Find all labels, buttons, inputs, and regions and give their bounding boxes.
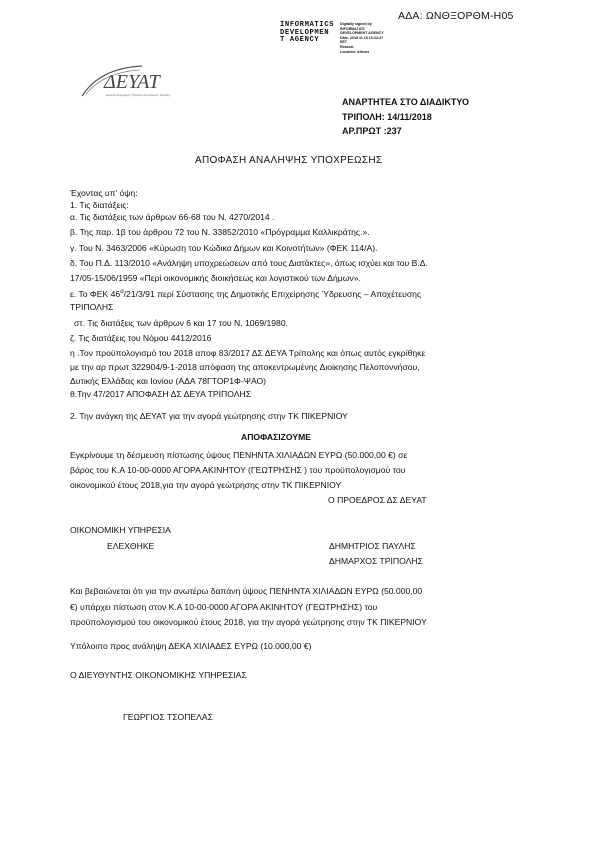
stamp-detail: DEVELOPMENT AGENCY — [340, 31, 384, 36]
logo-subtitle: Δημοτική Επιχείρηση Ύδρευσης Αποχέτευσης Τρίπολης — [106, 94, 171, 97]
consideration-st: στ. Τις διατάξεις των άρθρων 6 και 17 του Ν. 1069/1980. — [74, 318, 288, 328]
stamp-line: INFORMATICS — [280, 21, 335, 29]
certification-line1: Και βεβαιώνεται ότι για την ανωτέρω δαπάνη ύψους ΠΕΝΗΝΤΑ ΧΙΛΙΑΔΩΝ ΕΥΡΩ (50.000,00 — [70, 586, 423, 596]
header-protocol-number: ΑΡ.ΠΡΩΤ :237 — [342, 126, 402, 136]
consideration-e-prefix: ε. Το ΦΕΚ 46 — [70, 289, 121, 299]
signatory-name: ΔΗΜΗΤΡΙΟΣ ΠΑΥΛΗΣ — [329, 541, 416, 551]
decision-heading: ΑΠΟΦΑΣΙΖΟΥΜΕ — [241, 432, 311, 442]
consideration-d-line2: 17/05-15/06/1959 «Περί οικονομικής διοικήσεως και λογιστικού των Δήμων». — [70, 273, 361, 283]
consideration-e-line2: ΤΡΙΠΟΛΗΣ — [70, 302, 114, 312]
stamp-line: T AGENCY — [280, 36, 320, 45]
digital-signature-stamp — [280, 22, 334, 45]
financial-director-name: ΓΕΩΡΓΙΟΣ ΤΣΟΠΕΛΑΣ — [123, 712, 213, 722]
consideration-e-superscript: α — [120, 289, 124, 296]
consideration-th: θ.Την 47/2017 ΑΠΟΦΑΣΗ ΔΣ ΔΕΥΑ ΤΡΙΠΟΛΗΣ — [70, 389, 252, 399]
president-title: Ο ΠΡΟΕΔΡΟΣ ΔΣ ΔΕΥΑΤ — [328, 495, 427, 505]
consideration-b: β. Της παρ. 1β του άρθρου 72 του Ν. 33852/2010 «Πρόγραμμα Καλλικράτης.». — [70, 227, 370, 237]
deyat-logo-graphic — [80, 60, 175, 105]
decision-paragraph-line2: βάρος του Κ.Α 10-00-0000 ΑΓΟΡΑ ΑΚΙΝΗΤΟΥ (ΓΕΩΤΡΗΣΗΣ ) του προϋπολογισμού του — [70, 465, 406, 475]
stamp-detail: EET — [340, 40, 347, 45]
remaining-balance: Υπόλοιπο προς ανάληψη ΔΕΚΑ ΧΙΛΙΑΔΕΣ ΕΥΡΩ (10.000,00 €) — [70, 641, 312, 651]
deyat-logo — [80, 60, 175, 110]
stamp-detail: INFORMATICS — [340, 26, 365, 31]
stamp-detail: Digitally signed by — [340, 22, 372, 26]
certification-line3: προϋπολογισμού του οικονομικού έτους 2018, για την αγορά γεώτρησης στην ΤΚ ΠΙΚΕΡΝΙΟΥ — [70, 617, 427, 627]
stamp-line: DEVELOPMEN — [280, 28, 330, 37]
consideration-z: ζ. Τις διατάξεις του Νόμου 4412/2016 — [70, 333, 212, 343]
financial-director-title: Ο ΔΙΕΥΘΥΝΤΗΣ ΟΙΚΟΝΟΜΙΚΗΣ ΥΠΗΡΕΣΙΑΣ — [70, 670, 247, 680]
consideration-h-line1: η .Τον προϋπολογισμό του 2018 αποφ 83/2017 ΔΣ ΔΕΥΑ Τρίπολης και όπως αυτός εγκρίθηκε — [70, 348, 426, 358]
consideration-item-1: 1. Τις διατάξεις: — [70, 200, 129, 210]
header-publish-online: ΑΝΑΡΤΗΤΕΑ ΣΤΟ ΔΙΑΔΙΚΤΥΟ — [342, 97, 469, 107]
consideration-c: γ. Του Ν. 3463/2006 «Κύρωση του Κώδικα Δήμων και Κοινοτήτων» (ΦΕΚ 114/Α). — [70, 243, 378, 253]
digital-signature-details — [340, 22, 384, 54]
consideration-item-2: 2. Την ανάγκη της ΔΕΥΑΤ για την αγορά γεώτρησης στην ΤΚ ΠΙΚΕΡΝΙΟΥ — [70, 411, 348, 421]
consideration-e-line1 — [70, 289, 421, 300]
document-title: ΑΠΟΦΑΣΗ ΑΝΑΛΗΨΗΣ ΥΠΟΧΡΕΩΣΗΣ — [195, 155, 383, 166]
signatory-role: ΔΗΜΑΡΧΟΣ ΤΡΙΠΟΛΗΣ — [329, 556, 423, 566]
stamp-detail: Reason: — [340, 44, 355, 49]
decision-paragraph-line3: οικονομικού έτους 2018,για την αγορά γεώτρησης στην ΤΚ ΠΙΚΕΡΝΙΟΥ — [70, 480, 342, 490]
header-date: ΤΡΙΠΟΛΗ: 14/11/2018 — [342, 112, 432, 122]
certification-line2: €) υπάρχει πίστωση στον Κ.Α 10-00-0000 ΑΓΟΡΑ ΑΚΙΝΗΤΟΥ (ΓΕΩΤΡΗΣΗΣ) του — [70, 602, 378, 612]
considerations-intro: Έχοντας υπ' όψη: — [70, 188, 138, 198]
consideration-e-text: /21/3/91 περί Σύστασης της Δημοτικής Επιχείρησης Ύδρευσης – Αποχέτευσης — [123, 289, 422, 299]
financial-service-label: ΟΙΚΟΝΟΜΙΚΗ ΥΠΗΡΕΣΙΑ — [70, 525, 171, 535]
logo-text: ΔΕΥΑΤ — [104, 71, 160, 93]
consideration-h-line2: με την αρ πρωτ 322904/9-1-2018 απόφαση της αποκεντρωμένης Διοίκησης Πελοποννήσου, — [70, 362, 420, 372]
checked-label: ΕΛΕΧΘΗΚΕ — [107, 541, 155, 551]
ada-code: ΑΔΑ: ΩΝΘΞΟΡΘΜ-Η05 — [398, 10, 514, 22]
consideration-d-line1: δ. Του Π.Δ. 113/2010 «Ανάληψη υποχρεώσεων από τους Διατάκτες», όπως ισχύει και του Β.Δ. — [70, 258, 428, 268]
consideration-h-line3: Δυτικής Ελλάδας και Ιονίου (ΑΔΑ 78ΓΤΟΡ1Φ-ΨΑΟ) — [70, 376, 267, 386]
stamp-detail: Date: 2018.11.15 10:22:37 — [340, 35, 384, 40]
stamp-detail: Location: Athens — [340, 49, 370, 54]
consideration-a: α. Τις διατάξεις των άρθρων 66-68 του Ν. 4270/2014 . — [70, 212, 275, 222]
decision-paragraph-line1: Εγκρίνουμε τη δέσμευση πίστωσης ύψους ΠΕΝΗΝΤΑ ΧΙΛΙΑΔΩΝ ΕΥΡΩ (50.000,00 €) σε — [70, 450, 408, 460]
